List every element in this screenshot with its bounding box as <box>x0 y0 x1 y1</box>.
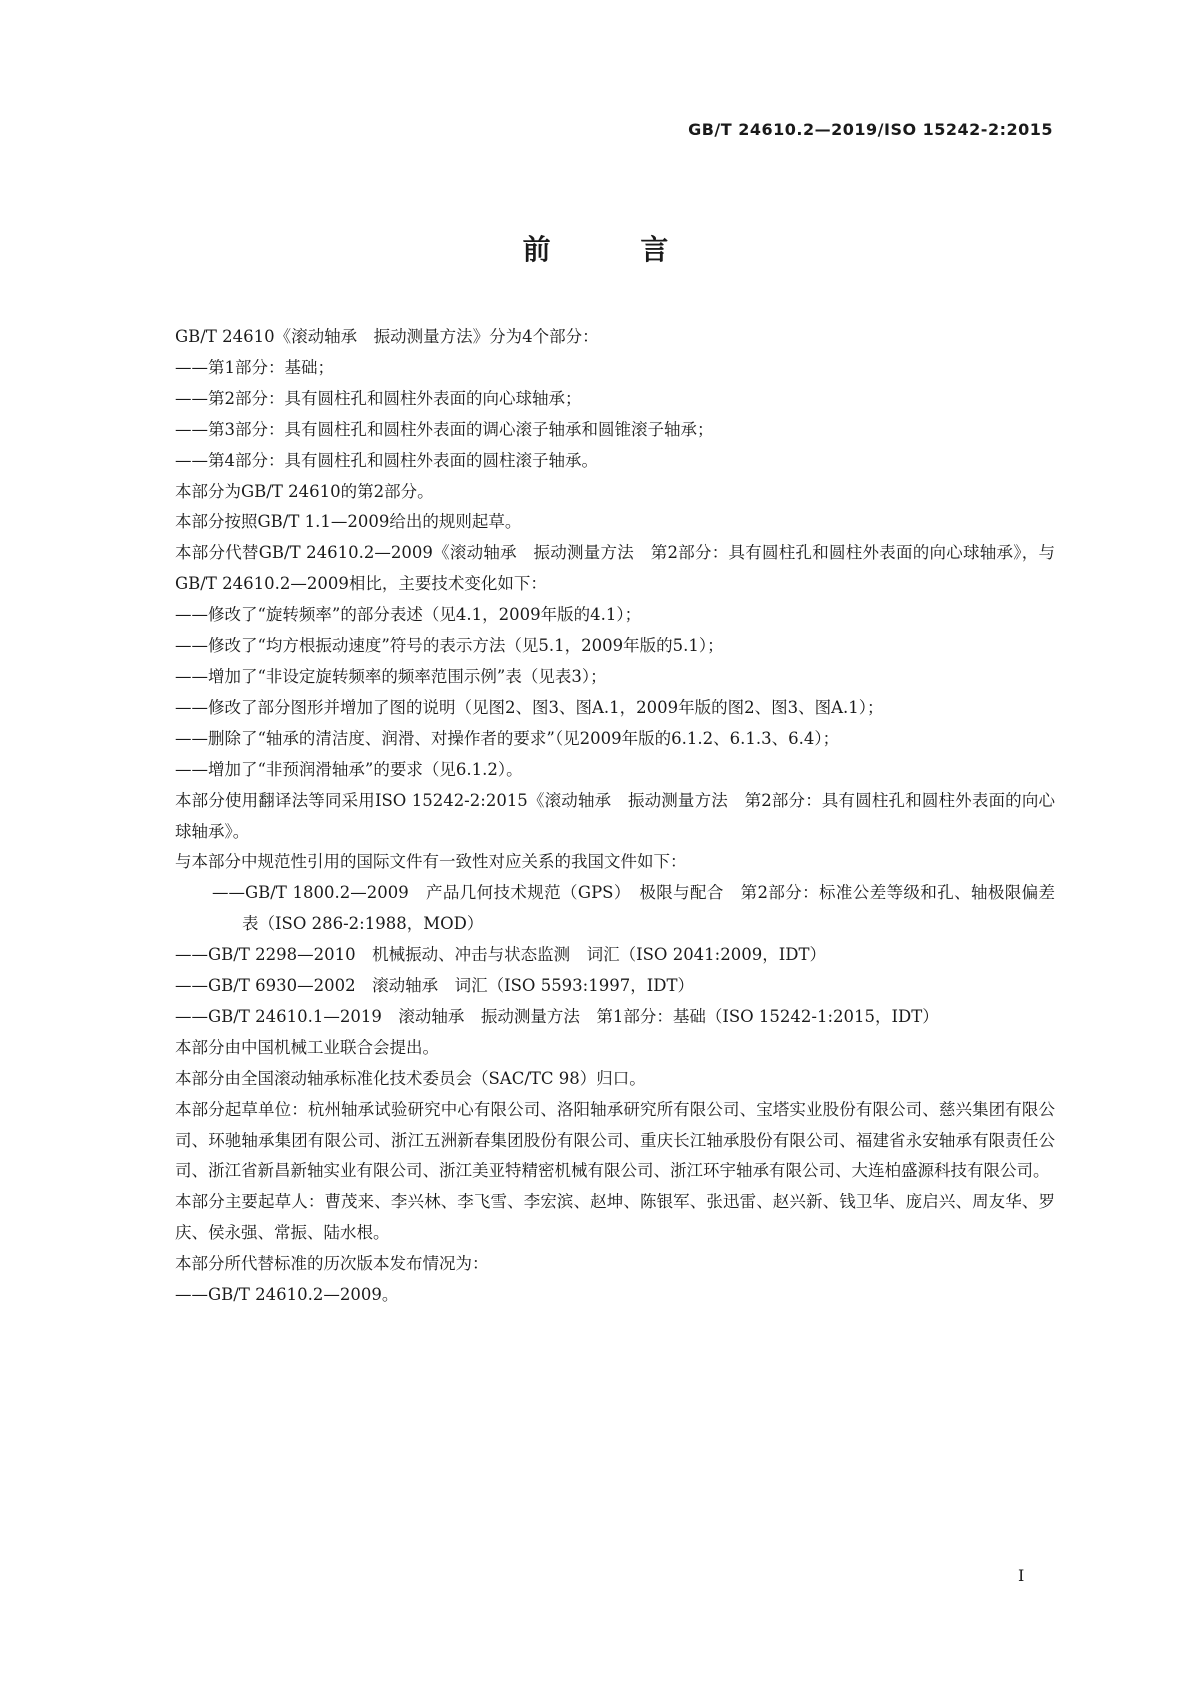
page-title: 前 言 <box>522 233 709 266</box>
list-item: ——第1部分：基础； <box>175 357 334 377</box>
paragraph: 本部分起草单位：杭州轴承试验研究中心有限公司、洛阳轴承研究所有限公司、宝塔实业股份有限公司、慈兴集团有限公司、环驰轴承集团有限公司、浙江五洲新春集团股份有限公司、重庆长江轴承股份有限公司、福建省永安轴承有限责任公司、浙江省新昌新轴实业有限公司、浙江美亚特精密机械有限公司、浙江环宇轴承有限公司、大连柏盛源科技有限公司。 <box>175 1099 1055 1181</box>
paragraph: 本部分由中国机械工业联合会提出。 <box>175 1037 439 1057</box>
reference-item: ——GB/T 24610.1—2019 滚动轴承 振动测量方法 第1部分：基础（ISO 15242-1:2015，IDT） <box>175 1006 939 1026</box>
paragraph: GB/T 24610《滚动轴承 振动测量方法》分为4个部分： <box>175 327 599 346</box>
paragraph: 本部分由全国滚动轴承标准化技术委员会（SAC/TC 98）归口。 <box>175 1068 646 1088</box>
reference-item: ——GB/T 1800.2—2009 产品几何技术规范（GPS） 极限与配合 第2部分：标准公差等级和孔、轴极限偏差表（ISO 286-2:1988，MOD） <box>212 883 1055 934</box>
list-item: ——增加了“非预润滑轴承”的要求（见6.1.2）。 <box>175 759 523 779</box>
paragraph: 本部分使用翻译法等同采用ISO 15242-2:2015《滚动轴承 振动测量方法 第2部分：具有圆柱孔和圆柱外表面的向心球轴承》。 <box>175 790 1055 841</box>
reference-item: ——GB/T 6930—2002 滚动轴承 词汇（ISO 5593:1997，IDT） <box>175 976 694 996</box>
list-item: ——第2部分：具有圆柱孔和圆柱外表面的向心球轴承； <box>175 388 582 408</box>
list-item: ——修改了“旋转频率”的部分表述（见4.1，2009年版的4.1）； <box>175 605 642 625</box>
reference-item: ——GB/T 2298—2010 机械振动、冲击与状态监测 词汇（ISO 2041:2009，IDT） <box>175 945 826 965</box>
list-item: ——增加了“非设定旋转频率的频率范围示例”表（见表3）； <box>175 666 607 686</box>
standard-code-header: GB/T 24610.2—2019/ISO 15242-2:2015 <box>688 120 1053 139</box>
paragraph: 本部分按照GB/T 1.1—2009给出的规则起草。 <box>175 512 522 532</box>
list-item: ——删除了“轴承的清洁度、润滑、对操作者的要求”（见2009年版的6.1.2、6.1.3、6.4）； <box>175 728 840 748</box>
page-number: I <box>1018 1566 1025 1585</box>
list-item: ——修改了“均方根振动速度”符号的表示方法（见5.1，2009年版的5.1）； <box>175 636 724 656</box>
foreword-body <box>175 322 1055 1311</box>
list-item: ——GB/T 24610.2—2009。 <box>175 1285 399 1305</box>
list-item: ——第4部分：具有圆柱孔和圆柱外表面的圆柱滚子轴承。 <box>175 450 598 470</box>
list-item: ——修改了部分图形并增加了图的说明（见图2、图3、图A.1，2009年版的图2、图3、图A.1）； <box>175 697 884 717</box>
paragraph: 本部分为GB/T 24610的第2部分。 <box>175 481 434 501</box>
paragraph: 本部分所代替标准的历次版本发布情况为： <box>175 1254 489 1274</box>
list-item: ——第3部分：具有圆柱孔和圆柱外表面的调心滚子轴承和圆锥滚子轴承； <box>175 419 714 439</box>
paragraph: 本部分代替GB/T 24610.2—2009《滚动轴承 振动测量方法 第2部分：具有圆柱孔和圆柱外表面的向心球轴承》，与GB/T 24610.2—2009相比，主要技术变化如下： <box>175 543 1055 594</box>
paragraph: 本部分主要起草人：曹茂来、李兴林、李飞雪、李宏滨、赵坤、陈银军、张迅雷、赵兴新、钱卫华、庞启兴、周友华、罗庆、侯永强、常振、陆水根。 <box>175 1192 1055 1243</box>
paragraph: 与本部分中规范性引用的国际文件有一致性对应关系的我国文件如下： <box>175 852 687 872</box>
